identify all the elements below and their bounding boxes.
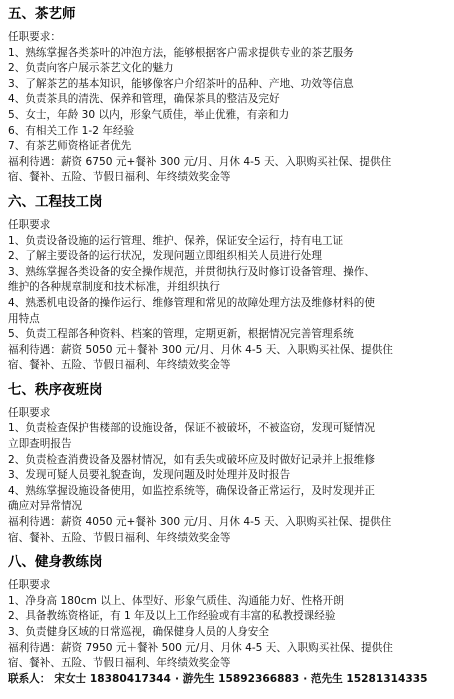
welfare-text: 福利待遇：薪资 4050 元+餐补 300 元/月、月休 4-5 天、入职购买社保、提供住: [8, 516, 392, 529]
requirement-item: 2、了解主要设备的运行状况，发现问题立即组织相关人员进行处理: [8, 250, 322, 263]
requirement-item: 1、熟练掌握各类茶叶的冲泡方法，能够根据客户需求提供专业的茶艺服务: [8, 46, 354, 59]
requirement-item: 2、具备教练资格证，有 1 年及以上工作经验或有丰富的私教授课经验: [8, 610, 336, 623]
contact-person: · 游先生 15892366883: [174, 672, 300, 685]
requirement-item: 4、熟悉机电设备的操作运行、维修管理和常见的故障处理方法及维修材料的使: [8, 296, 375, 309]
requirement-item: 确应对异常情况: [8, 500, 83, 513]
requirement-item: 1、净身高 180cm 以上、体型好、形象气质佳、沟通能力好、性格开朗: [8, 594, 344, 607]
section-title: 五、茶艺师: [8, 6, 76, 22]
contact-label: 联系人：: [8, 672, 51, 685]
welfare-text: 宿、餐补、五险、节假日福利、年终绩效奖金等: [8, 359, 231, 372]
section-engineering-tech: [8, 192, 454, 374]
requirement-item: 用特点: [8, 312, 40, 325]
welfare-text: 宿、餐补、五险、节假日福利、年终绩效奖金等: [8, 531, 231, 544]
section-tea-artist: [8, 4, 454, 186]
requirement-item: 3、熟练掌握各类设备的安全操作规范，并贯彻执行及时修订设备管理、操作、: [8, 265, 375, 278]
requirements-label: 任职要求：: [8, 31, 61, 43]
requirements-label: 任职要求: [8, 579, 51, 592]
requirement-item: 6、有相关工作 1-2 年经验: [8, 124, 135, 137]
welfare-text: 福利待遇：薪资 6750 元+餐补 300 元/月、月休 4-5 天、入职购买社保、提供住: [8, 155, 392, 168]
requirements-label: 任职要求: [8, 218, 51, 231]
requirement-item: 4、负责茶具的清洗、保养和管理，确保茶具的整洁及完好: [8, 93, 280, 106]
requirement-item: 7、有茶艺师资格证者优先: [8, 140, 132, 153]
contact-person: · 范先生 15281314335: [303, 672, 428, 685]
requirement-item: 4、熟练掌握设施设备使用，如监控系统等，确保设备正常运行，及时发现并正: [8, 484, 375, 497]
requirement-item: 5、负责工程部各种资料、档案的管理，定期更新，根据情况完善管理系统: [8, 328, 354, 341]
contact-line: [8, 672, 454, 688]
welfare-text: 宿、餐补、五险、节假日福利、年终绩效奖金等: [8, 657, 231, 670]
requirement-item: 5、女士，年龄 30 以内，形象气质佳，举止优雅，有亲和力: [8, 108, 290, 121]
section-fitness-coach: [8, 552, 454, 672]
requirement-item: 3、负责健身区域的日常巡视，确保健身人员的人身安全: [8, 626, 269, 638]
requirement-item: 2、负责向客户展示茶艺文化的魅力: [8, 62, 174, 75]
requirement-item: 2、负责检查消费设备及器材情况，如有丢失或破坏应及时做好记录并上报维修: [8, 453, 375, 466]
welfare-text: 福利待遇：薪资 7950 元＋餐补 500 元/月、月休 4-5 天、入职购买社保、提供住: [8, 641, 393, 654]
requirement-item: 3、了解茶艺的基本知识，能够像客户介绍茶叶的品种、产地、功效等信息: [8, 77, 354, 90]
section-title: 七、秩序夜班岗: [8, 381, 103, 398]
welfare-text: 福利待遇：薪资 5050 元＋餐补 300 元/月、月休 4-5 天、入职购买社保、提供住: [8, 343, 393, 356]
requirement-item: 1、负责检查保护售楼部的设施设备，保证不被破坏，不被盗窃，发现可疑情况: [8, 422, 375, 435]
section-title: 八、健身教练岗: [8, 554, 103, 571]
welfare-text: 宿、餐补、五险、节假日福利、年终绩效奖金等: [8, 171, 231, 184]
requirement-item: 维护的各种规章制度和技术标准，并组织执行: [8, 281, 220, 294]
contact-person: 宋女士 18380417344: [54, 672, 171, 685]
section-night-security: [8, 380, 454, 546]
requirement-item: 1、负责设备设施的运行管理、维护、保养，保证安全运行，持有电工证: [8, 234, 344, 247]
section-title: 六、工程技工岗: [8, 193, 103, 210]
requirements-label: 任职要求: [8, 406, 51, 419]
requirement-item: 3、发现可疑人员要礼貌查询，发现问题及时处理并及时报告: [8, 469, 291, 482]
requirement-item: 立即查明报告: [8, 438, 72, 451]
